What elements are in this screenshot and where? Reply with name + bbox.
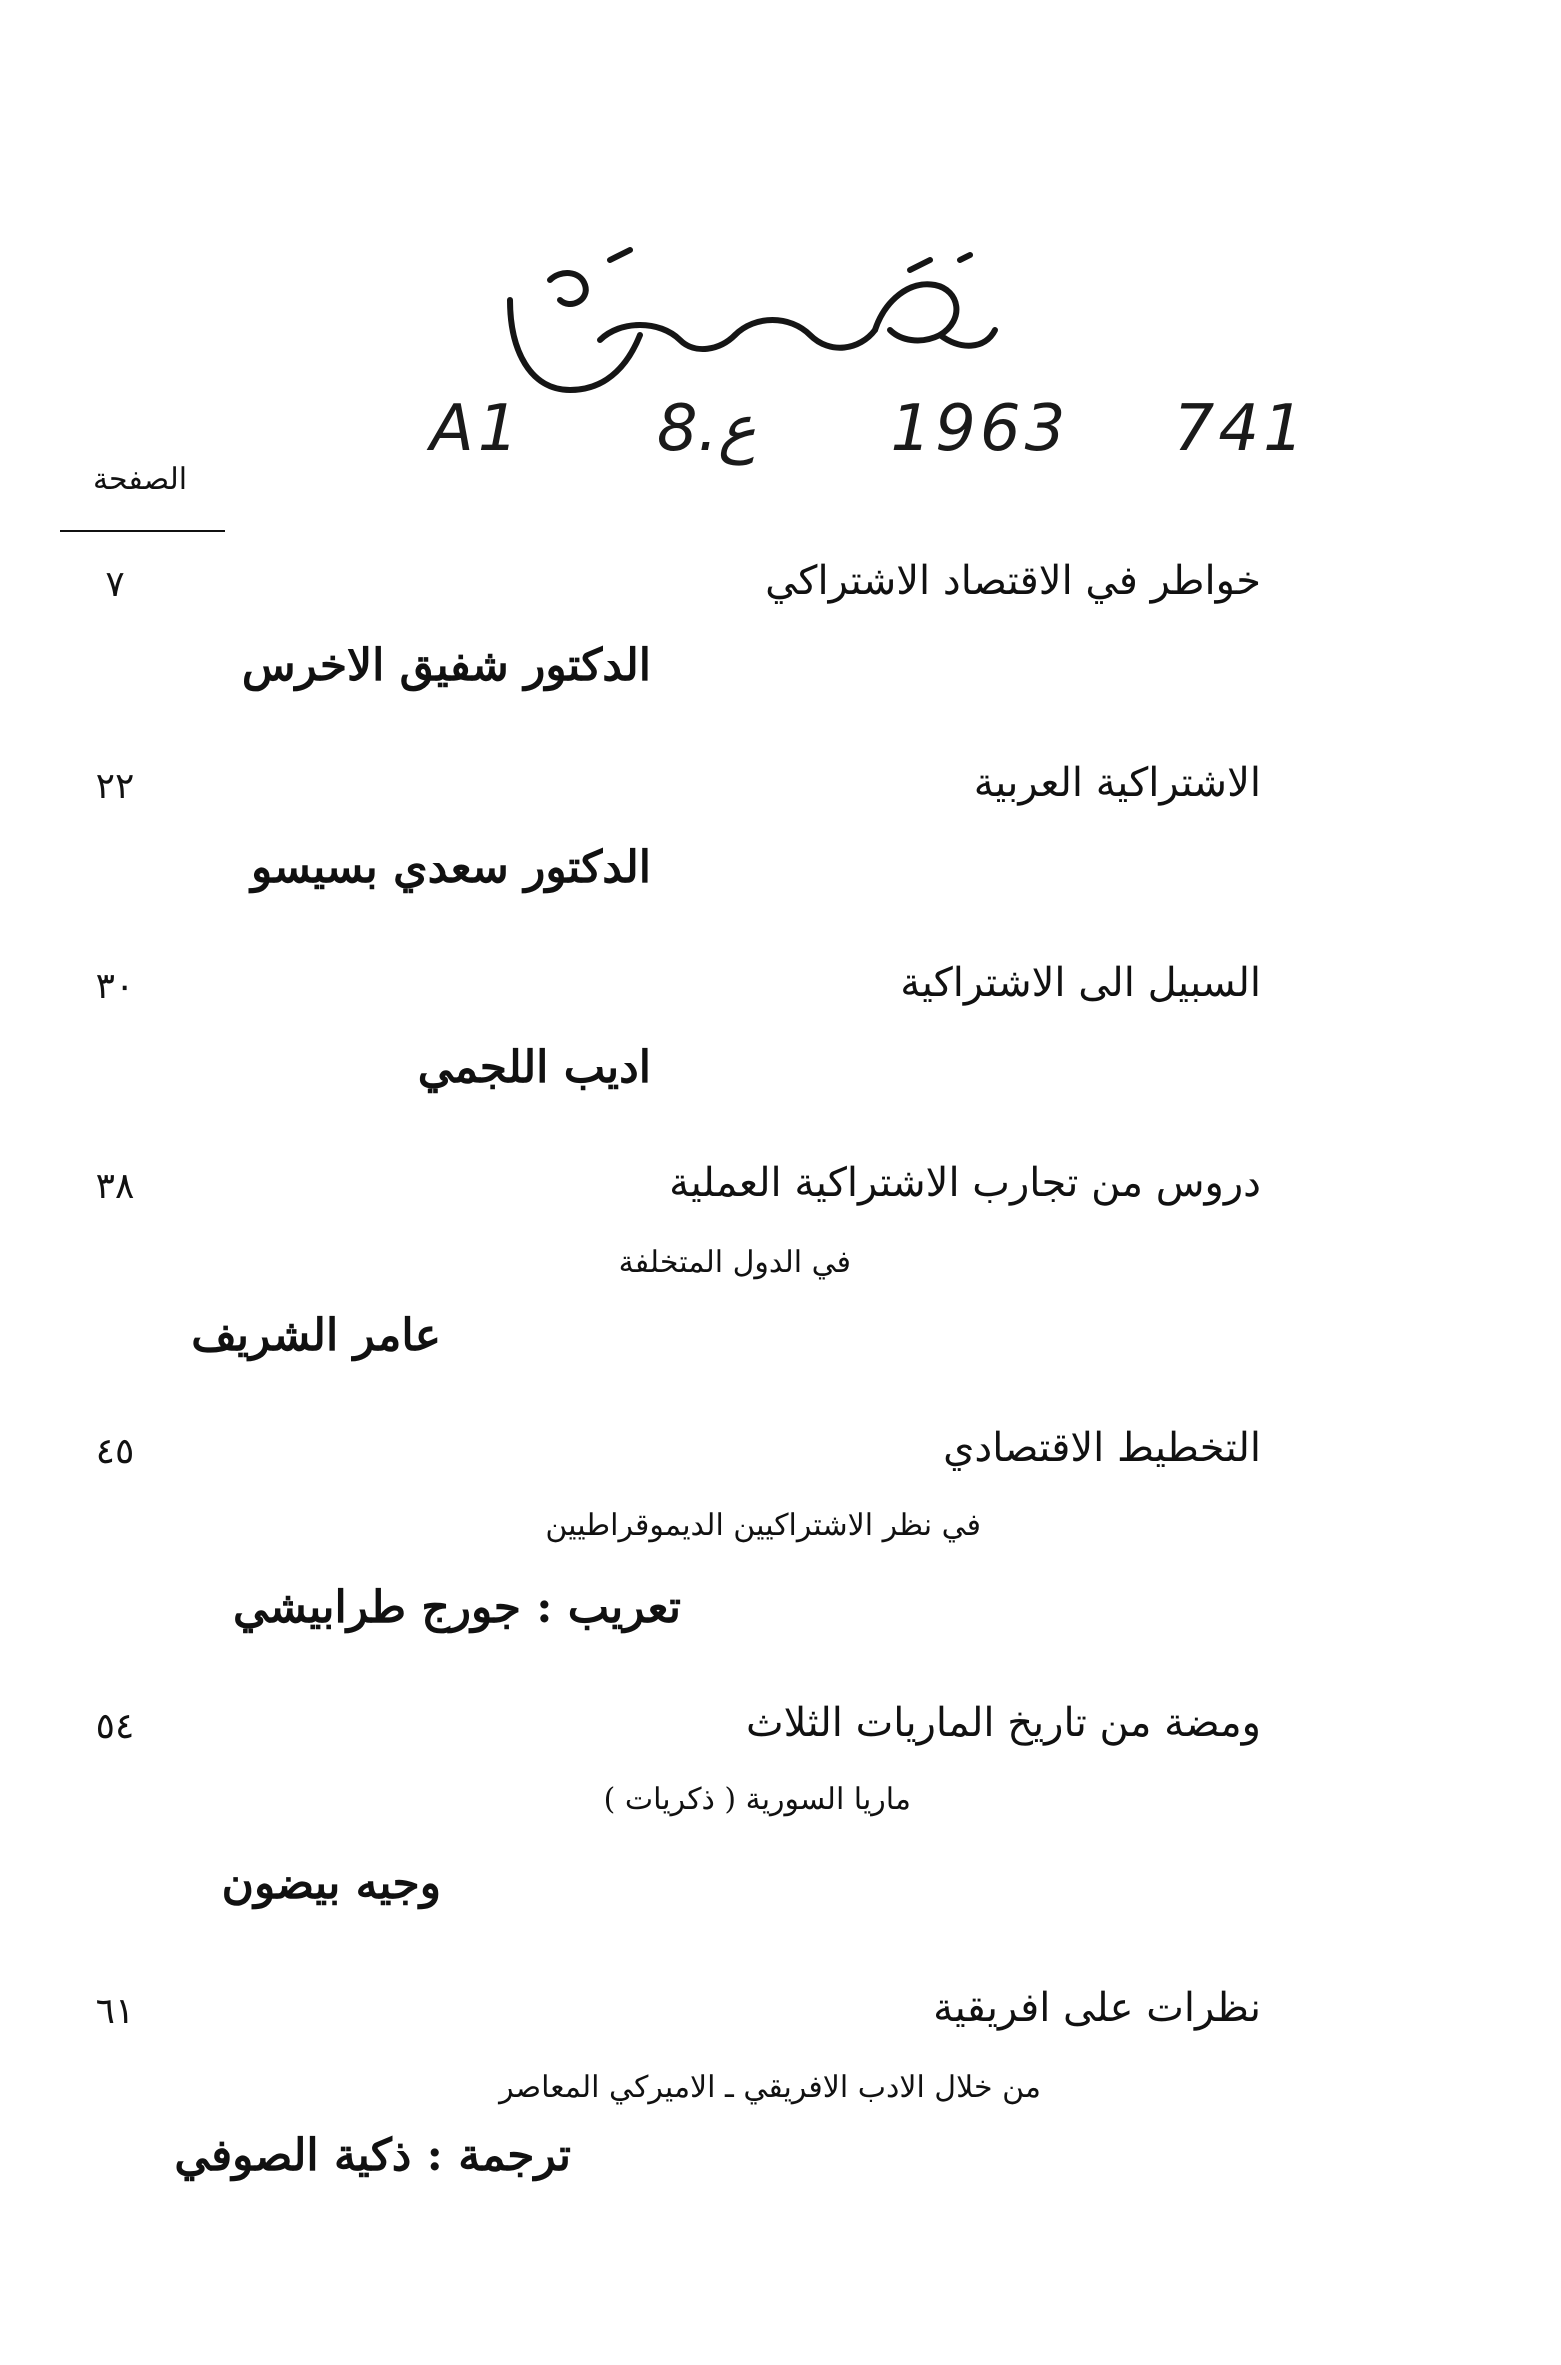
page-column-label: الصفحة (92, 462, 188, 497)
entry-title: السبيل الى الاشتراكية (900, 960, 1261, 1006)
entry-subtitle: في نظر الاشتراكيين الديموقراطيين (545, 1508, 981, 1543)
entry-author: الدكتور شفيق الاخرس (241, 640, 651, 691)
entry-author: وجيه بيضون (221, 1858, 441, 1909)
entry-title: ومضة من تاريخ الماريات الثلاث (746, 1700, 1261, 1746)
entry-title: دروس من تجارب الاشتراكية العملية (669, 1160, 1261, 1206)
entry-title: التخطيط الاقتصادي (943, 1425, 1261, 1471)
entry-title: الاشتراكية العربية (973, 760, 1261, 806)
entry-page-number: ٣٠ (95, 966, 135, 1007)
entry-author: الدكتور سعدي بسيسو (251, 842, 651, 893)
entry-author: اديب اللجمي (417, 1042, 651, 1093)
entry-author: عامر الشريف (191, 1310, 441, 1361)
handwritten-code (430, 392, 1510, 466)
page-column-rule (60, 530, 225, 532)
handwritten-code-part: 8.ع (656, 392, 757, 466)
entry-author: تعريب : جورج طرابيشي (233, 1582, 681, 1633)
handwritten-code-part: 741 (1173, 392, 1308, 466)
entry-page-number: ٦١ (95, 1991, 135, 2032)
handwritten-title-strokes (490, 240, 1010, 410)
handwritten-code-part: 1963 (890, 392, 1070, 466)
handwritten-title (490, 240, 1010, 410)
entry-title: نظرات على افريقية (933, 1985, 1261, 2031)
handwritten-code-part: A1 (430, 392, 523, 466)
entry-page-number: ٧ (105, 564, 125, 605)
entry-author: ترجمة : ذكية الصوفي (174, 2130, 571, 2181)
entry-title: خواطر في الاقتصاد الاشتراكي (765, 558, 1261, 604)
entry-page-number: ٤٥ (95, 1431, 135, 1472)
entry-subtitle: ماريا السورية ( ذكريات ) (603, 1782, 911, 1817)
entry-subtitle: في الدول المتخلفة (618, 1245, 851, 1280)
entry-page-number: ٣٨ (95, 1166, 135, 1207)
entry-page-number: ٥٤ (95, 1706, 135, 1747)
entry-page-number: ٢٢ (95, 766, 135, 807)
entry-subtitle: من خلال الادب الافريقي ـ الاميركي المعاصر (499, 2070, 1041, 2105)
